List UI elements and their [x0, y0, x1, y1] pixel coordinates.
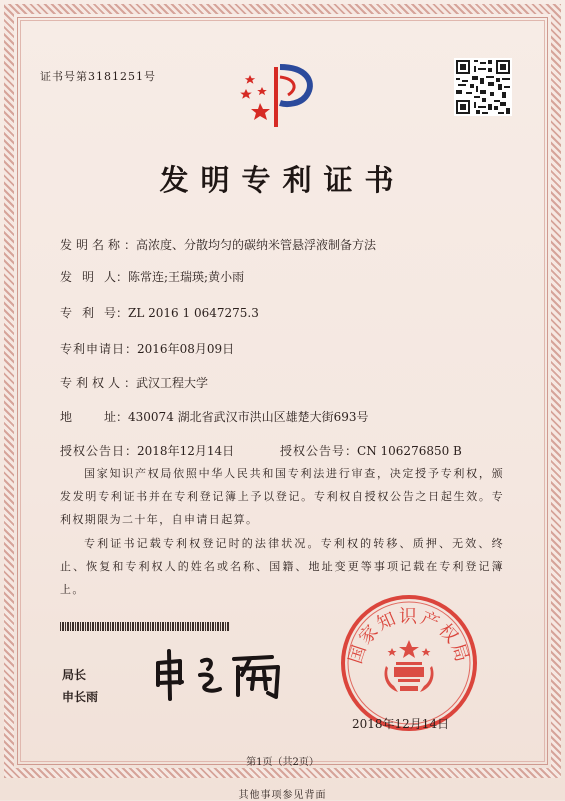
patent-number-row: 专利号：ZL 2016 1 0647275.3 — [60, 306, 259, 320]
patentee-row: 专利权人：武汉工程大学 — [60, 376, 209, 390]
inventor-row: 发明人：陈常连;王瑞瑛;黄小雨 — [60, 270, 245, 284]
patent-number-label: 专利号 — [60, 306, 116, 320]
patent-office-logo-icon — [236, 63, 318, 131]
patent-number-value: ZL 2016 1 0647275.3 — [128, 306, 259, 320]
address-row: 地址：430074 湖北省武汉市洪山区雄楚大街693号 — [60, 410, 369, 424]
grant-number-label: 授权公告号 — [280, 444, 346, 458]
address-label: 地址 — [60, 410, 116, 424]
address-value: 430074 湖北省武汉市洪山区雄楚大街693号 — [128, 410, 369, 424]
director-name: 申长雨 — [62, 690, 99, 704]
filing-date-value: 2016年08月09日 — [137, 342, 235, 356]
barcode-strip — [60, 622, 230, 631]
grant-number-row: 授权公告号：CN 106276850 B — [280, 444, 462, 458]
filing-date-row: 专利申请日：2016年08月09日 — [60, 342, 235, 356]
page-number: 第1页（共2页） — [246, 757, 319, 768]
grant-date-row: 授权公告日：2018年12月14日 — [60, 444, 235, 458]
seal-text: 国家知识产权局 — [345, 606, 473, 667]
invention-name-row: 发明名称：高浓度、分散均匀的碳纳米管悬浮液制备方法 — [60, 238, 377, 252]
patentee-value: 武汉工程大学 — [136, 376, 209, 390]
grant-date-label: 授权公告日 — [60, 444, 126, 458]
filing-date-label: 专利申请日 — [60, 342, 126, 356]
invention-name-label: 发明名称 — [60, 238, 125, 252]
seal-date: 2018年12月14日 — [352, 717, 450, 731]
grant-date-value: 2018年12月14日 — [137, 444, 235, 458]
official-seal-icon — [338, 592, 480, 734]
inventor-label: 发明人 — [60, 270, 116, 284]
director-title: 局长 — [62, 668, 87, 682]
patentee-label: 专利权人 — [60, 376, 125, 390]
qr-code-icon — [454, 58, 512, 116]
statement-paragraph-2: 专利证书记载专利权登记时的法律状况。专利权的转移、质押、无效、终止、恢复和专利权人的姓名或名称、国籍、地址变更等事项记载在专利登记簿上。 — [60, 537, 504, 596]
certificate-title: 发明专利证书 — [159, 163, 406, 197]
footer-note: 其他事项参见背面 — [238, 790, 327, 801]
inventor-value: 陈常连;王瑞瑛;黄小雨 — [128, 270, 245, 284]
certificate-number: 证书号第3181251号 — [40, 70, 156, 83]
grant-number-value: CN 106276850 B — [357, 444, 462, 458]
invention-name-value: 高浓度、分散均匀的碳纳米管悬浮液制备方法 — [136, 238, 377, 252]
director-signature-icon — [150, 645, 300, 703]
statement-paragraph-1: 国家知识产权局依照中华人民共和国专利法进行审查，决定授予专利权，颁发发明专利证书并在专利登记簿上予以登记。专利权自授权公告之日起生效。专利权期限为二十年，自申请日起算。 — [60, 467, 504, 526]
